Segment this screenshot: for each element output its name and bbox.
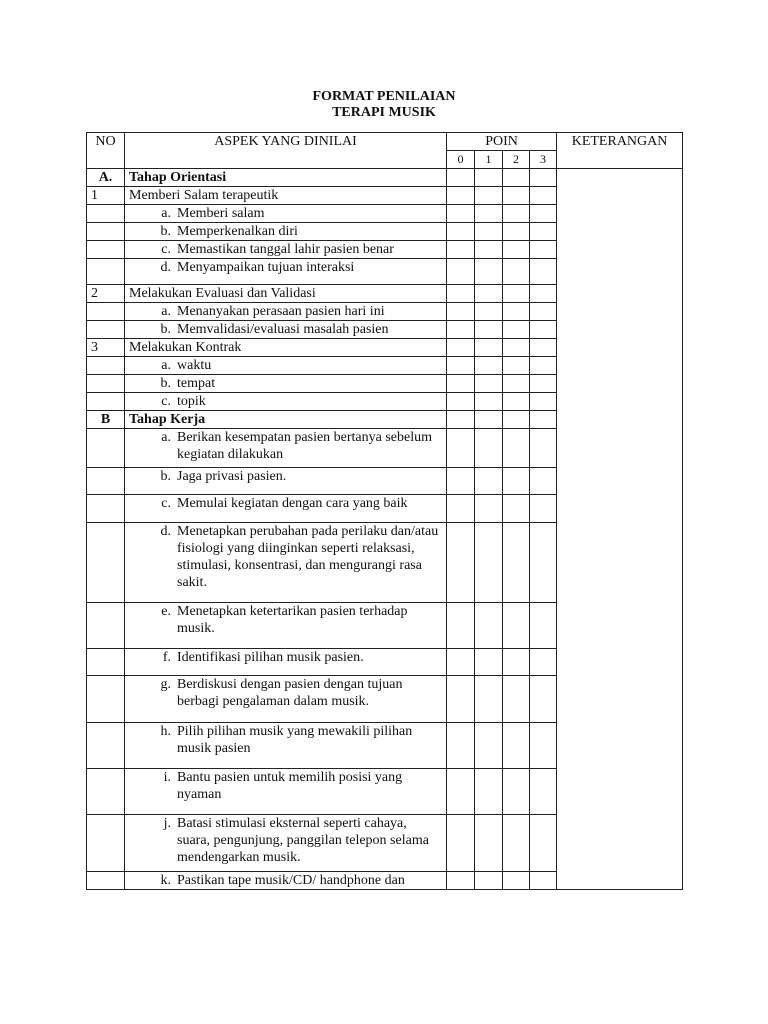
score-cell-3[interactable] (530, 429, 557, 468)
item-letter: d. (160, 260, 171, 275)
score-cell-1[interactable] (475, 187, 503, 205)
item-text: Identifikasi pilihan musik pasien. (177, 650, 364, 665)
aspect-item (129, 321, 442, 338)
score-header-0: 0 (447, 151, 475, 169)
score-cell-0[interactable] (447, 723, 475, 769)
score-cell-1[interactable] (475, 375, 503, 393)
score-cell-1[interactable] (475, 241, 503, 259)
item-text: Pilih pilihan musik yang mewakili pilihan musik pasien (177, 724, 413, 756)
score-cell-3[interactable] (530, 321, 557, 339)
score-cell-1[interactable] (475, 872, 503, 890)
score-cell-3[interactable] (530, 241, 557, 259)
assessment-table (86, 132, 683, 890)
score-cell-1[interactable] (475, 303, 503, 321)
score-cell-1[interactable] (475, 169, 503, 187)
score-cell-2[interactable] (503, 259, 530, 285)
row-number (87, 223, 125, 241)
row-number (87, 649, 125, 676)
score-cell-2[interactable] (503, 769, 530, 815)
keterangan-cell[interactable] (557, 169, 683, 890)
score-cell-0[interactable] (447, 769, 475, 815)
score-cell-2[interactable] (503, 339, 530, 357)
aspect-item (129, 723, 442, 757)
aspect-item (129, 357, 442, 374)
form-title: FORMAT PENILAIAN (312, 89, 456, 104)
row-number (87, 259, 125, 285)
score-cell-3[interactable] (530, 769, 557, 815)
aspect-cell (125, 393, 447, 411)
score-cell-3[interactable] (530, 187, 557, 205)
score-cell-0[interactable] (447, 872, 475, 890)
header-keterangan: KETERANGAN (557, 133, 683, 169)
row-number: 2 (87, 285, 125, 303)
item-letter: g. (160, 677, 171, 692)
score-cell-2[interactable] (503, 411, 530, 429)
score-cell-2[interactable] (503, 187, 530, 205)
score-cell-0[interactable] (447, 676, 475, 723)
item-letter: a. (161, 304, 171, 319)
score-cell-0[interactable] (447, 169, 475, 187)
item-text: Menetapkan ketertarikan pasien terhadap musik. (177, 604, 408, 636)
score-cell-0[interactable] (447, 339, 475, 357)
aspect-item (129, 676, 442, 710)
row-number: 1 (87, 187, 125, 205)
item-letter: d. (160, 524, 171, 539)
score-cell-1[interactable] (475, 603, 503, 649)
score-cell-2[interactable] (503, 285, 530, 303)
score-cell-0[interactable] (447, 523, 475, 603)
score-cell-3[interactable] (530, 205, 557, 223)
row-number: 3 (87, 339, 125, 357)
score-cell-3[interactable] (530, 357, 557, 375)
score-cell-3[interactable] (530, 815, 557, 872)
item-text: tempat (177, 376, 216, 391)
score-cell-1[interactable] (475, 723, 503, 769)
aspect-cell: Tahap Kerja (125, 411, 447, 429)
score-cell-1[interactable] (475, 205, 503, 223)
score-cell-3[interactable] (530, 393, 557, 411)
row-number (87, 375, 125, 393)
aspect-cell (125, 223, 447, 241)
score-cell-3[interactable] (530, 339, 557, 357)
score-cell-1[interactable] (475, 321, 503, 339)
aspect-cell: Memberi Salam terapeutik (125, 187, 447, 205)
item-letter: a. (161, 206, 171, 221)
item-text: Menyampaikan tujuan interaksi (177, 260, 355, 275)
score-header-3: 3 (530, 151, 557, 169)
item-letter: b. (160, 376, 171, 391)
score-cell-0[interactable] (447, 495, 475, 523)
aspect-item (129, 523, 442, 591)
item-text: Batasi stimulasi eksternal seperti cahaya, suara, pengunjung, panggilan telepon selama mendengarkan musik. (177, 816, 429, 865)
aspect-item (129, 393, 442, 410)
score-cell-2[interactable] (503, 429, 530, 468)
aspect-cell: Melakukan Evaluasi dan Validasi (125, 285, 447, 303)
score-header-2: 2 (503, 151, 530, 169)
score-cell-0[interactable] (447, 411, 475, 429)
aspect-cell: Tahap Orientasi (125, 169, 447, 187)
row-number (87, 495, 125, 523)
score-cell-3[interactable] (530, 468, 557, 495)
score-cell-0[interactable] (447, 303, 475, 321)
score-cell-0[interactable] (447, 205, 475, 223)
score-cell-0[interactable] (447, 187, 475, 205)
score-cell-2[interactable] (503, 603, 530, 649)
score-cell-3[interactable] (530, 495, 557, 523)
score-cell-2[interactable] (503, 523, 530, 603)
score-cell-0[interactable] (447, 815, 475, 872)
aspect-item (129, 205, 442, 222)
score-cell-2[interactable] (503, 723, 530, 769)
item-letter: b. (160, 322, 171, 337)
aspect-item (129, 495, 442, 512)
aspect-item (129, 603, 442, 637)
score-cell-1[interactable] (475, 223, 503, 241)
aspect-cell (125, 769, 447, 815)
score-cell-3[interactable] (530, 676, 557, 723)
aspect-cell (125, 429, 447, 468)
score-cell-1[interactable] (475, 429, 503, 468)
item-letter: i. (163, 770, 171, 785)
aspect-item (129, 468, 442, 485)
score-cell-3[interactable] (530, 169, 557, 187)
table-row (87, 169, 683, 187)
score-cell-2[interactable] (503, 393, 530, 411)
item-letter: f. (162, 650, 171, 665)
score-cell-3[interactable] (530, 872, 557, 890)
aspect-cell (125, 321, 447, 339)
score-cell-0[interactable] (447, 468, 475, 495)
header-no: NO (87, 133, 125, 169)
aspect-cell (125, 303, 447, 321)
row-number: A. (87, 169, 125, 187)
item-letter: j. (163, 816, 171, 831)
score-cell-1[interactable] (475, 649, 503, 676)
score-cell-2[interactable] (503, 815, 530, 872)
item-letter: b. (160, 224, 171, 239)
aspect-item (129, 815, 442, 866)
score-cell-1[interactable] (475, 495, 503, 523)
aspect-cell (125, 723, 447, 769)
score-cell-3[interactable] (530, 523, 557, 603)
score-cell-1[interactable] (475, 523, 503, 603)
aspect-item (129, 769, 442, 803)
form-subtitle: TERAPI MUSIK (332, 105, 436, 120)
score-cell-0[interactable] (447, 321, 475, 339)
item-text: Memperkenalkan diri (177, 224, 298, 239)
aspect-item (129, 223, 442, 240)
score-cell-1[interactable] (475, 259, 503, 285)
item-text: Berikan kesempatan pasien bertanya sebelum kegiatan dilakukan (177, 430, 433, 462)
row-number (87, 769, 125, 815)
aspect-cell (125, 872, 447, 890)
aspect-cell (125, 375, 447, 393)
score-cell-3[interactable] (530, 723, 557, 769)
aspect-cell (125, 676, 447, 723)
score-cell-2[interactable] (503, 872, 530, 890)
item-text: Memvalidasi/evaluasi masalah pasien (177, 322, 389, 337)
row-number (87, 303, 125, 321)
score-cell-0[interactable] (447, 375, 475, 393)
aspect-item (129, 303, 442, 320)
item-text: Memulai kegiatan dengan cara yang baik (177, 496, 408, 511)
aspect-cell (125, 495, 447, 523)
row-number (87, 676, 125, 723)
aspect-item (129, 429, 442, 463)
score-cell-0[interactable] (447, 603, 475, 649)
score-cell-1[interactable] (475, 815, 503, 872)
score-cell-0[interactable] (447, 223, 475, 241)
row-number (87, 872, 125, 890)
score-cell-3[interactable] (530, 259, 557, 285)
score-cell-1[interactable] (475, 468, 503, 495)
score-cell-0[interactable] (447, 429, 475, 468)
item-text: Pastikan tape musik/CD/ handphone dan (177, 873, 405, 888)
aspect-cell (125, 523, 447, 603)
aspect-cell (125, 649, 447, 676)
score-cell-2[interactable] (503, 303, 530, 321)
aspect-item (129, 259, 442, 276)
item-text: Bantu pasien untuk memilih posisi yang nyaman (177, 770, 403, 802)
score-cell-2[interactable] (503, 676, 530, 723)
score-cell-0[interactable] (447, 241, 475, 259)
score-header-1: 1 (475, 151, 503, 169)
row-number (87, 468, 125, 495)
row-number (87, 393, 125, 411)
score-cell-3[interactable] (530, 223, 557, 241)
item-text: topik (177, 394, 206, 409)
item-letter: b. (160, 469, 171, 484)
score-cell-2[interactable] (503, 223, 530, 241)
score-cell-2[interactable] (503, 495, 530, 523)
row-number (87, 523, 125, 603)
row-number (87, 723, 125, 769)
item-letter: e. (161, 604, 171, 619)
aspect-item (129, 649, 442, 666)
score-cell-2[interactable] (503, 375, 530, 393)
score-cell-2[interactable] (503, 649, 530, 676)
header-aspek: ASPEK YANG DINILAI (125, 133, 447, 169)
item-letter: k. (160, 873, 171, 888)
aspect-cell (125, 468, 447, 495)
item-letter: c. (161, 242, 171, 257)
score-cell-3[interactable] (530, 603, 557, 649)
score-cell-2[interactable] (503, 205, 530, 223)
item-text: waktu (177, 358, 212, 373)
row-number (87, 429, 125, 468)
header-poin: POIN (447, 133, 557, 151)
row-number (87, 603, 125, 649)
score-cell-3[interactable] (530, 375, 557, 393)
aspect-cell (125, 241, 447, 259)
aspect-item (129, 241, 442, 258)
aspect-cell (125, 815, 447, 872)
aspect-cell (125, 259, 447, 285)
aspect-item (129, 375, 442, 392)
item-text: Menanyakan perasaan pasien hari ini (177, 304, 385, 319)
score-cell-1[interactable] (475, 769, 503, 815)
score-cell-2[interactable] (503, 468, 530, 495)
item-text: Menetapkan perubahan pada perilaku dan/atau fisiologi yang diinginkan seperti relaksasi, stimulasi, konsentrasi, dan mengurangi rasa sakit. (177, 524, 439, 590)
item-letter: h. (160, 724, 171, 739)
score-cell-2[interactable] (503, 321, 530, 339)
row-number: B (87, 411, 125, 429)
score-cell-2[interactable] (503, 169, 530, 187)
row-number (87, 357, 125, 375)
item-text: Memastikan tanggal lahir pasien benar (177, 242, 394, 257)
row-number (87, 241, 125, 259)
score-cell-1[interactable] (475, 393, 503, 411)
item-letter: c. (161, 394, 171, 409)
score-cell-1[interactable] (475, 339, 503, 357)
aspect-cell (125, 205, 447, 223)
item-letter: a. (161, 430, 171, 445)
score-cell-0[interactable] (447, 259, 475, 285)
score-cell-0[interactable] (447, 649, 475, 676)
aspect-cell (125, 603, 447, 649)
item-text: Berdiskusi dengan pasien dengan tujuan berbagi pengalaman dalam musik. (177, 677, 403, 709)
score-cell-3[interactable] (530, 649, 557, 676)
item-letter: a. (161, 358, 171, 373)
row-number (87, 815, 125, 872)
aspect-cell (125, 357, 447, 375)
row-number (87, 321, 125, 339)
score-cell-2[interactable] (503, 241, 530, 259)
score-cell-0[interactable] (447, 357, 475, 375)
score-cell-3[interactable] (530, 285, 557, 303)
score-cell-0[interactable] (447, 393, 475, 411)
item-text: Jaga privasi pasien. (177, 469, 287, 484)
score-cell-2[interactable] (503, 357, 530, 375)
item-text: Memberi salam (177, 206, 265, 221)
score-cell-0[interactable] (447, 285, 475, 303)
score-cell-3[interactable] (530, 411, 557, 429)
row-number (87, 205, 125, 223)
score-cell-1[interactable] (475, 676, 503, 723)
score-cell-1[interactable] (475, 411, 503, 429)
aspect-cell: Melakukan Kontrak (125, 339, 447, 357)
score-cell-1[interactable] (475, 285, 503, 303)
score-cell-3[interactable] (530, 303, 557, 321)
item-letter: c. (161, 496, 171, 511)
score-cell-1[interactable] (475, 357, 503, 375)
aspect-item (129, 872, 442, 889)
